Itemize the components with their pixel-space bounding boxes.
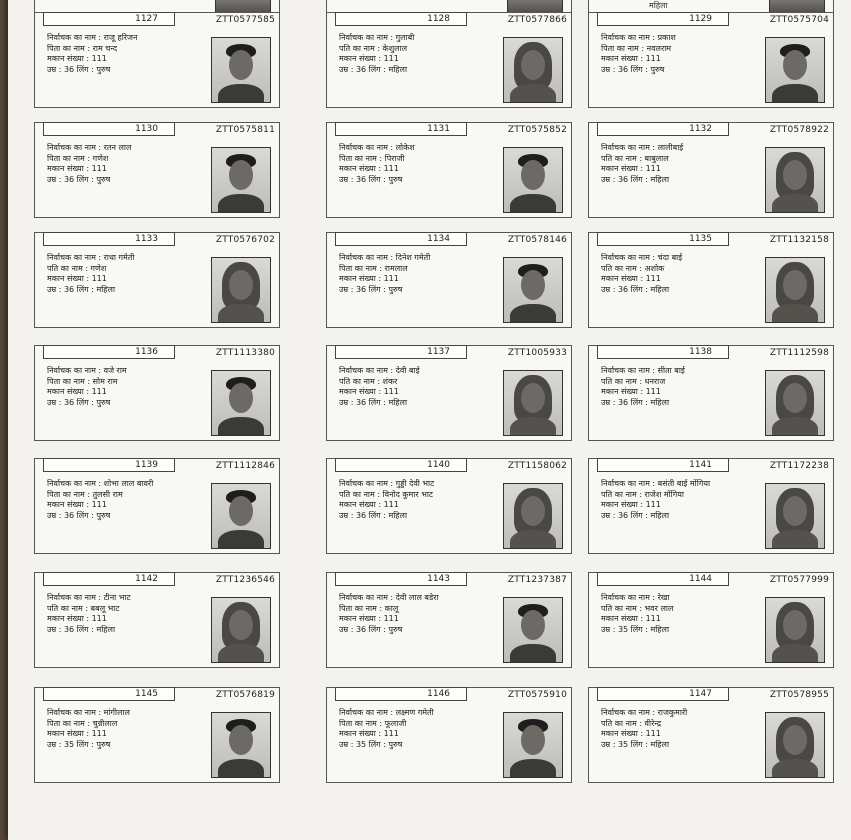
age-gender: उम्र : 36 लिंग : पुरुष xyxy=(601,64,665,74)
voter-fields xyxy=(339,366,499,408)
age-gender: उम्र : 36 लिंग : पुरुष xyxy=(47,174,111,184)
house-number: मकान संख्या : 111 xyxy=(601,500,661,509)
voter-fields xyxy=(47,479,207,521)
voter-photo xyxy=(211,257,271,323)
voter-card xyxy=(588,122,834,218)
elector-name: निर्वाचक का नाम : गुलाबी xyxy=(339,33,415,42)
voter-card xyxy=(588,572,834,668)
elector-name: निर्वाचक का नाम : रतन लाल xyxy=(47,143,132,152)
elector-name: निर्वाचक का नाम : लोकेश xyxy=(339,143,415,152)
age-gender: उम्र : 35 लिंग : पुरुष xyxy=(339,739,403,749)
epic-number: ZTT1132158 xyxy=(769,235,829,245)
voter-fields xyxy=(601,253,761,295)
relative-name: पति का नाम : विनोद कुमार भाट xyxy=(339,489,433,499)
voter-card xyxy=(34,345,280,441)
serial-number: 1144 xyxy=(597,572,729,586)
elector-name: निर्वाचक का नाम : शोभा लाल बावरी xyxy=(47,479,154,488)
voter-card xyxy=(588,12,834,108)
voter-photo xyxy=(765,147,825,213)
epic-number: ZTT1112598 xyxy=(769,348,829,358)
voter-card xyxy=(326,12,572,108)
voter-card xyxy=(34,122,280,218)
voter-photo xyxy=(211,712,271,778)
voter-fields xyxy=(47,143,207,185)
voter-photo xyxy=(503,37,563,103)
relative-name: पति का नाम : वीरेन्द्र xyxy=(601,718,662,728)
voter-fields xyxy=(601,708,761,750)
age-gender: उम्र : 36 लिंग : महिला xyxy=(601,174,670,184)
voter-card xyxy=(588,687,834,783)
age-gender: उम्र : 36 लिंग : महिला xyxy=(339,510,408,520)
relative-name: पिता का नाम : फूलाजी xyxy=(339,718,407,728)
house-number: मकान संख्या : 111 xyxy=(601,54,661,63)
serial-number: 1143 xyxy=(335,572,467,586)
elector-name: निर्वाचक का नाम : लक्ष्मण गमेती xyxy=(339,708,434,717)
voter-card xyxy=(34,232,280,328)
voter-photo xyxy=(211,597,271,663)
epic-number: ZTT0575852 xyxy=(507,125,567,135)
house-number: मकान संख्या : 111 xyxy=(339,274,399,283)
voter-card xyxy=(34,687,280,783)
voter-fields xyxy=(339,253,499,295)
serial-number: 1128 xyxy=(335,12,467,26)
voter-card xyxy=(326,458,572,554)
elector-name: निर्वाचक का नाम : देवी लाल बडेरा xyxy=(339,593,439,602)
voter-fields xyxy=(47,253,207,295)
serial-number: 1134 xyxy=(335,232,467,246)
serial-number: 1142 xyxy=(43,572,175,586)
epic-number: ZTT1236546 xyxy=(215,575,275,585)
age-gender: उम्र : 35 लिंग : महिला xyxy=(601,739,670,749)
serial-number: 1146 xyxy=(335,687,467,701)
elector-name: निर्वाचक का नाम : प्रकाश xyxy=(601,33,676,42)
relative-name: पिता का नाम : तुलसी राम xyxy=(47,489,123,499)
house-number: मकान संख्या : 111 xyxy=(339,54,399,63)
voter-fields xyxy=(339,143,499,185)
elector-name: निर्वाचक का नाम : राजकुमारी xyxy=(601,708,688,717)
house-number: मकान संख्या : 111 xyxy=(339,729,399,738)
voter-photo xyxy=(765,483,825,549)
voter-card xyxy=(588,232,834,328)
elector-name: निर्वाचक का नाम : देवी बाई xyxy=(339,366,420,375)
house-number: मकान संख्या : 111 xyxy=(47,614,107,623)
house-number: मकान संख्या : 111 xyxy=(601,729,661,738)
voter-card xyxy=(588,458,834,554)
age-gender: उम्र : 36 लिंग : पुरुष xyxy=(339,174,403,184)
voter-card xyxy=(34,458,280,554)
elector-name: निर्वाचक का नाम : लालीबाई xyxy=(601,143,684,152)
relative-name: पिता का नाम : सोम राम xyxy=(47,376,118,386)
relative-name: पति का नाम : भवर लाल xyxy=(601,603,674,613)
house-number: मकान संख्या : 111 xyxy=(47,164,107,173)
relative-name: पति का नाम : केशुलाल xyxy=(339,43,408,53)
epic-number: ZTT0575704 xyxy=(769,15,829,25)
voter-photo xyxy=(765,712,825,778)
epic-number: ZTT1113380 xyxy=(215,348,275,358)
epic-number: ZTT0575811 xyxy=(215,125,275,135)
age-gender: उम्र : 36 लिंग : पुरुष xyxy=(47,64,111,74)
serial-number: 1139 xyxy=(43,458,175,472)
elector-name: निर्वाचक का नाम : बसंती बाई मोंगिया xyxy=(601,479,711,488)
epic-number: ZTT1237387 xyxy=(507,575,567,585)
relative-name: पिता का नाम : नवलराम xyxy=(601,43,672,53)
house-number: मकान संख्या : 111 xyxy=(47,729,107,738)
house-number: मकान संख्या : 111 xyxy=(339,614,399,623)
age-gender: उम्र : 36 लिंग : पुरुष xyxy=(47,510,111,520)
house-number: मकान संख्या : 111 xyxy=(601,387,661,396)
epic-number: ZTT0578146 xyxy=(507,235,567,245)
epic-number: ZTT0576819 xyxy=(215,690,275,700)
voter-photo xyxy=(211,370,271,436)
voter-photo xyxy=(765,37,825,103)
relative-name: पिता का नाम : गणेश xyxy=(47,153,109,163)
epic-number: ZTT0577866 xyxy=(507,15,567,25)
voter-fields xyxy=(339,479,499,521)
relative-name: पिता का नाम : राम चन्द xyxy=(47,43,118,53)
voter-card xyxy=(326,122,572,218)
voter-fields xyxy=(601,143,761,185)
epic-number: ZTT0578955 xyxy=(769,690,829,700)
age-gender: उम्र : 35 लिंग : महिला xyxy=(601,624,670,634)
partial-text: महिला xyxy=(649,1,668,10)
epic-number: ZTT1172238 xyxy=(769,461,829,471)
serial-number: 1147 xyxy=(597,687,729,701)
house-number: मकान संख्या : 111 xyxy=(47,387,107,396)
voter-photo xyxy=(211,147,271,213)
serial-number: 1130 xyxy=(43,122,175,136)
serial-number: 1145 xyxy=(43,687,175,701)
epic-number: ZTT0577585 xyxy=(215,15,275,25)
elector-name: निर्वाचक का नाम : राजू हरिजन xyxy=(47,33,138,42)
house-number: मकान संख्या : 111 xyxy=(601,164,661,173)
serial-number: 1133 xyxy=(43,232,175,246)
relative-name: पिता का नाम : पिराजी xyxy=(339,153,405,163)
elector-name: निर्वाचक का नाम : चंदा बाई xyxy=(601,253,683,262)
elector-name: निर्वाचक का नाम : रेखा xyxy=(601,593,670,602)
voter-photo xyxy=(765,370,825,436)
serial-number: 1138 xyxy=(597,345,729,359)
elector-name: निर्वाचक का नाम : टीना भाट xyxy=(47,593,131,602)
age-gender: उम्र : 36 लिंग : पुरुष xyxy=(339,624,403,634)
relative-name: पति का नाम : गणेश xyxy=(47,263,107,273)
voter-photo xyxy=(765,257,825,323)
house-number: मकान संख्या : 111 xyxy=(47,274,107,283)
voter-fields xyxy=(47,593,207,635)
serial-number: 1131 xyxy=(335,122,467,136)
elector-name: निर्वाचक का नाम : सीता बाई xyxy=(601,366,685,375)
voter-card xyxy=(34,572,280,668)
serial-number: 1141 xyxy=(597,458,729,472)
serial-number: 1129 xyxy=(597,12,729,26)
house-number: मकान संख्या : 111 xyxy=(601,274,661,283)
voter-fields xyxy=(339,708,499,750)
age-gender: उम्र : 36 लिंग : पुरुष xyxy=(47,397,111,407)
epic-number: ZTT1005933 xyxy=(507,348,567,358)
age-gender: उम्र : 36 लिंग : महिला xyxy=(339,397,408,407)
age-gender: उम्र : 36 लिंग : महिला xyxy=(47,624,116,634)
age-gender: उम्र : 36 लिंग : महिला xyxy=(601,397,670,407)
voter-card xyxy=(326,345,572,441)
voter-photo xyxy=(503,712,563,778)
relative-name: पिता का नाम : रामलाल xyxy=(339,263,408,273)
voter-card xyxy=(326,232,572,328)
house-number: मकान संख्या : 111 xyxy=(339,387,399,396)
epic-number: ZTT1112846 xyxy=(215,461,275,471)
age-gender: उम्र : 36 लिंग : महिला xyxy=(601,510,670,520)
age-gender: उम्र : 36 लिंग : महिला xyxy=(339,64,408,74)
relative-name: पति का नाम : बाबुलाल xyxy=(601,153,669,163)
age-gender: उम्र : 36 लिंग : महिला xyxy=(601,284,670,294)
serial-number: 1135 xyxy=(597,232,729,246)
epic-number: ZTT0577999 xyxy=(769,575,829,585)
serial-number: 1137 xyxy=(335,345,467,359)
voter-fields xyxy=(601,33,761,75)
voter-fields xyxy=(339,593,499,635)
voter-photo xyxy=(503,483,563,549)
voter-photo xyxy=(211,483,271,549)
voter-fields xyxy=(339,33,499,75)
epic-number: ZTT0575910 xyxy=(507,690,567,700)
voter-fields xyxy=(601,366,761,408)
house-number: मकान संख्या : 111 xyxy=(601,614,661,623)
voter-fields xyxy=(601,593,761,635)
elector-name: निर्वाचक का नाम : राधा गमेती xyxy=(47,253,135,262)
voter-photo xyxy=(211,37,271,103)
electoral-roll-page xyxy=(8,0,851,840)
voter-fields xyxy=(601,479,761,521)
relative-name: पति का नाम : धनराज xyxy=(601,376,666,386)
relative-name: पति का नाम : राजेश मोंगिया xyxy=(601,489,684,499)
elector-name: निर्वाचक का नाम : वजे राम xyxy=(47,366,127,375)
voter-fields xyxy=(47,366,207,408)
voter-card xyxy=(34,12,280,108)
relative-name: पिता का नाम : कालू xyxy=(339,603,399,613)
epic-number: ZTT0578922 xyxy=(769,125,829,135)
serial-number: 1140 xyxy=(335,458,467,472)
relative-name: पिता का नाम : चुन्नीलाल xyxy=(47,718,118,728)
house-number: मकान संख्या : 111 xyxy=(339,164,399,173)
voter-fields xyxy=(47,33,207,75)
relative-name: पति का नाम : शंकर xyxy=(339,376,398,386)
epic-number: ZTT1158062 xyxy=(507,461,567,471)
age-gender: उम्र : 36 लिंग : महिला xyxy=(47,284,116,294)
age-gender: उम्र : 35 लिंग : पुरुष xyxy=(47,739,111,749)
voter-card xyxy=(326,572,572,668)
elector-name: निर्वाचक का नाम : गुड्डी देवी भाट xyxy=(339,479,435,488)
voter-photo xyxy=(765,597,825,663)
voter-photo xyxy=(503,257,563,323)
elector-name: निर्वाचक का नाम : दिनेश गमेती xyxy=(339,253,431,262)
age-gender: उम्र : 36 लिंग : पुरुष xyxy=(339,284,403,294)
voter-photo xyxy=(503,147,563,213)
serial-number: 1127 xyxy=(43,12,175,26)
voter-photo xyxy=(503,370,563,436)
house-number: मकान संख्या : 111 xyxy=(47,54,107,63)
serial-number: 1132 xyxy=(597,122,729,136)
elector-name: निर्वाचक का नाम : मांगीलाल xyxy=(47,708,130,717)
voter-photo xyxy=(503,597,563,663)
voter-card xyxy=(588,345,834,441)
voter-card xyxy=(326,687,572,783)
relative-name: पति का नाम : बबलू भाट xyxy=(47,603,120,613)
epic-number: ZTT0576702 xyxy=(215,235,275,245)
house-number: मकान संख्या : 111 xyxy=(339,500,399,509)
serial-number: 1136 xyxy=(43,345,175,359)
house-number: मकान संख्या : 111 xyxy=(47,500,107,509)
voter-fields xyxy=(47,708,207,750)
relative-name: पति का नाम : अशोक xyxy=(601,263,665,273)
